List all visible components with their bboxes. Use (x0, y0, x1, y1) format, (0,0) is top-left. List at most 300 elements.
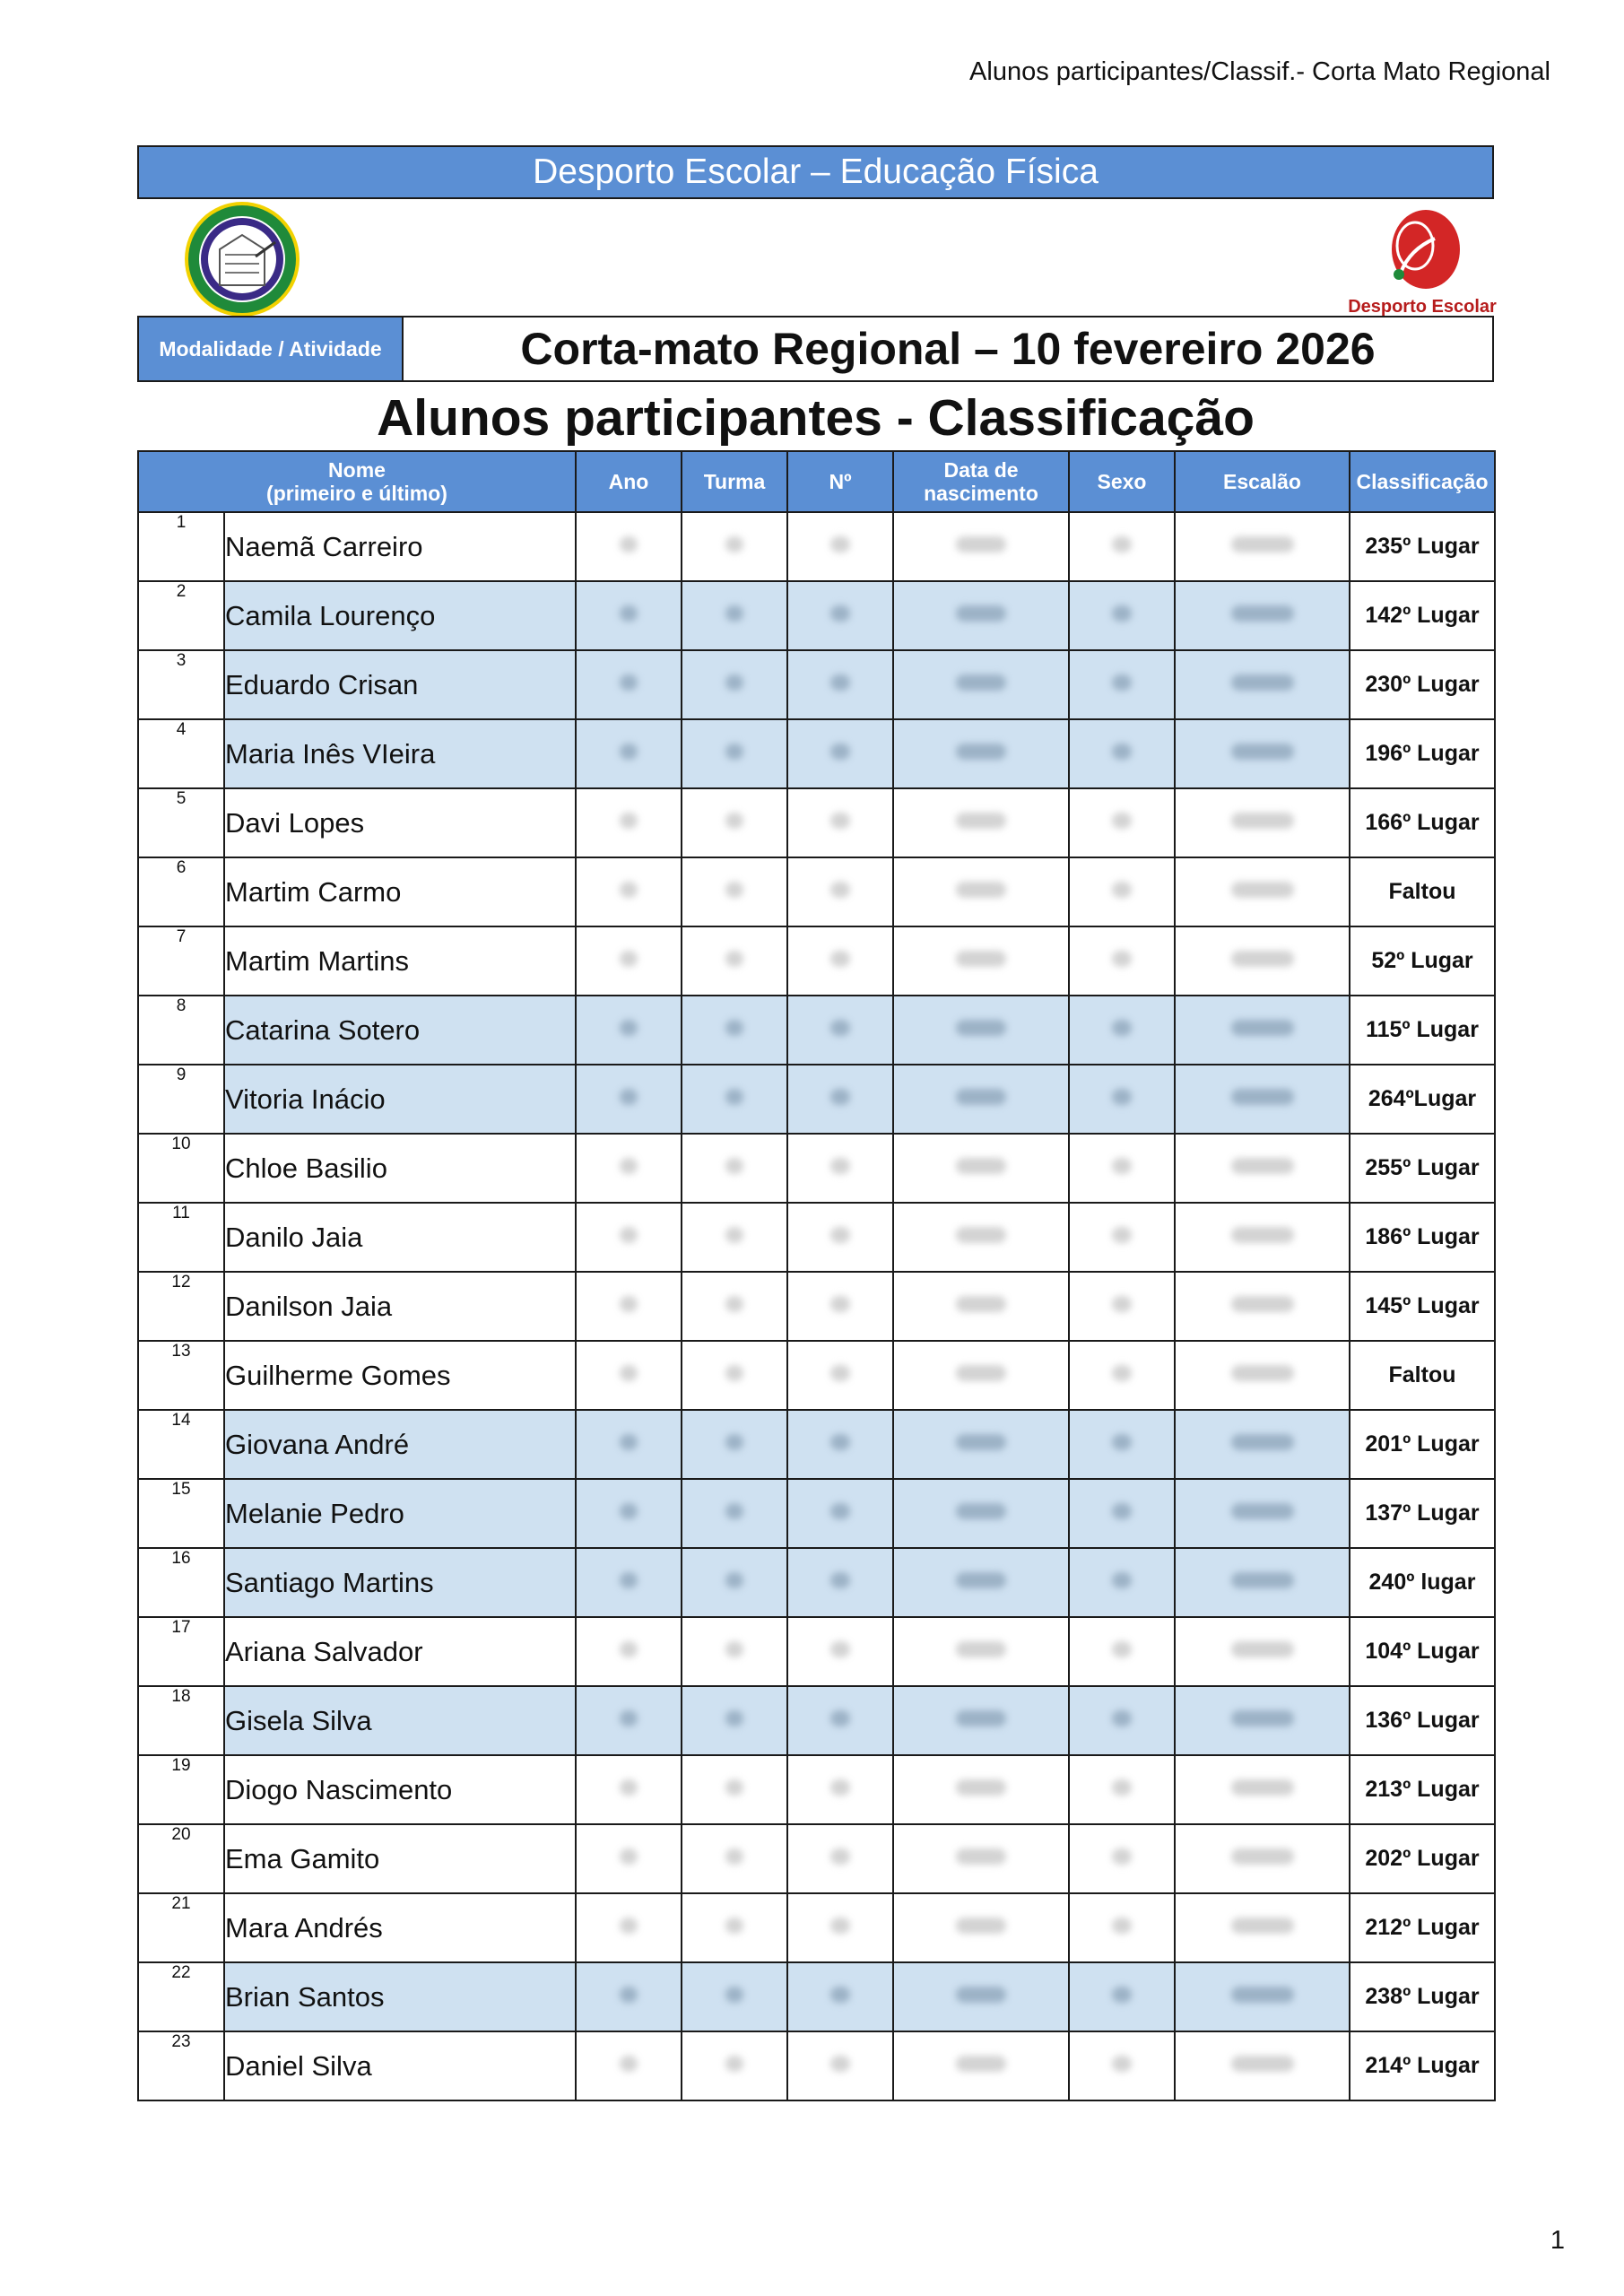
redacted-ano (576, 1272, 682, 1341)
blurred-value (830, 744, 850, 760)
student-name: Gisela Silva (224, 1686, 576, 1755)
redacted-numero (787, 650, 893, 719)
blurred-value (1231, 1158, 1294, 1174)
table-row (138, 650, 1495, 719)
participants-table (137, 450, 1496, 2101)
blurred-value (956, 1227, 1006, 1243)
blurred-value (725, 1296, 743, 1312)
page-title: Alunos participantes - Classificação (377, 389, 1255, 447)
blurred-value (956, 1987, 1006, 2003)
redacted-data-nascimento (893, 512, 1069, 581)
redacted-ano (576, 1134, 682, 1203)
blurred-value (830, 1020, 850, 1036)
col-numero: Nº (787, 451, 893, 512)
table-row (138, 996, 1495, 1065)
blurred-value (1112, 882, 1132, 898)
redacted-numero (787, 581, 893, 650)
redacted-sexo (1069, 1203, 1175, 1272)
redacted-escalao (1175, 512, 1350, 581)
redacted-numero (787, 2031, 893, 2100)
student-name: Eduardo Crisan (224, 650, 576, 719)
redacted-turma (682, 788, 787, 857)
redacted-numero (787, 719, 893, 788)
table-row (138, 857, 1495, 926)
redacted-turma (682, 996, 787, 1065)
row-number: 20 (138, 1824, 224, 1893)
classification: 212º Lugar (1350, 1893, 1495, 1962)
blurred-value (830, 2056, 850, 2072)
redacted-data-nascimento (893, 1824, 1069, 1893)
redacted-ano (576, 1410, 682, 1479)
redacted-data-nascimento (893, 1686, 1069, 1755)
table-row (138, 1065, 1495, 1134)
blurred-value (956, 1572, 1006, 1588)
blurred-value (725, 951, 743, 967)
blurred-value (1112, 1503, 1132, 1519)
redacted-numero (787, 1824, 893, 1893)
table-row (138, 581, 1495, 650)
blurred-value (956, 744, 1006, 760)
redacted-data-nascimento (893, 1755, 1069, 1824)
redacted-sexo (1069, 650, 1175, 719)
blurred-value (725, 1158, 743, 1174)
blurred-value (620, 1987, 638, 2003)
blurred-value (956, 1918, 1006, 1934)
redacted-numero (787, 1686, 893, 1755)
redacted-ano (576, 719, 682, 788)
redacted-ano (576, 857, 682, 926)
redacted-ano (576, 1548, 682, 1617)
blurred-value (956, 1434, 1006, 1450)
blurred-value (1112, 1089, 1132, 1105)
blurred-value (725, 1365, 743, 1381)
row-number: 10 (138, 1134, 224, 1203)
blurred-value (830, 1503, 850, 1519)
redacted-escalao (1175, 1410, 1350, 1479)
redacted-escalao (1175, 581, 1350, 650)
redacted-ano (576, 1203, 682, 1272)
blurred-value (620, 605, 638, 622)
student-name: Santiago Martins (224, 1548, 576, 1617)
blurred-value (620, 1641, 638, 1657)
banner-title: Desporto Escolar – Educação Física (137, 145, 1494, 199)
redacted-turma (682, 1962, 787, 2031)
page-number: 1 (1550, 2226, 1565, 2255)
table-row (138, 1893, 1495, 1962)
blurred-value (620, 536, 638, 552)
redacted-sexo (1069, 1065, 1175, 1134)
table-row (138, 719, 1495, 788)
blurred-value (830, 674, 850, 691)
blurred-value (956, 1158, 1006, 1174)
blurred-value (1231, 1020, 1294, 1036)
blurred-value (956, 951, 1006, 967)
redacted-sexo (1069, 1341, 1175, 1410)
blurred-value (1231, 674, 1294, 691)
redacted-sexo (1069, 1134, 1175, 1203)
student-name: Ariana Salvador (224, 1617, 576, 1686)
blurred-value (1112, 536, 1132, 552)
table-row (138, 1479, 1495, 1548)
row-number: 22 (138, 1962, 224, 2031)
classification: 235º Lugar (1350, 512, 1495, 581)
blurred-value (1231, 605, 1294, 622)
redacted-sexo (1069, 788, 1175, 857)
blurred-value (830, 1641, 850, 1657)
blurred-value (620, 813, 638, 829)
blurred-value (1112, 1296, 1132, 1312)
blurred-value (1112, 1434, 1132, 1450)
redacted-data-nascimento (893, 996, 1069, 1065)
blurred-value (956, 882, 1006, 898)
blurred-value (956, 813, 1006, 829)
blurred-value (1112, 1710, 1132, 1726)
table-row (138, 2031, 1495, 2100)
classification: 240º lugar (1350, 1548, 1495, 1617)
blurred-value (725, 1641, 743, 1657)
redacted-ano (576, 512, 682, 581)
redacted-numero (787, 857, 893, 926)
blurred-value (956, 1020, 1006, 1036)
redacted-numero (787, 1065, 893, 1134)
row-number: 1 (138, 512, 224, 581)
redacted-data-nascimento (893, 1272, 1069, 1341)
classification: 142º Lugar (1350, 581, 1495, 650)
col-data-line1: Data de (943, 458, 1019, 482)
blurred-value (620, 1089, 638, 1105)
blurred-value (830, 536, 850, 552)
classification: 230º Lugar (1350, 650, 1495, 719)
blurred-value (1112, 1572, 1132, 1588)
redacted-escalao (1175, 1341, 1350, 1410)
blurred-value (620, 1710, 638, 1726)
school-logo (182, 199, 302, 319)
redacted-escalao (1175, 1548, 1350, 1617)
row-number: 17 (138, 1617, 224, 1686)
redacted-numero (787, 1548, 893, 1617)
col-sexo: Sexo (1069, 451, 1175, 512)
blurred-value (830, 1572, 850, 1588)
redacted-sexo (1069, 1755, 1175, 1824)
blurred-value (620, 1227, 638, 1243)
redacted-numero (787, 1272, 893, 1341)
redacted-sexo (1069, 1617, 1175, 1686)
table-header-row (138, 451, 1495, 512)
student-name: Martim Martins (224, 926, 576, 996)
blurred-value (830, 951, 850, 967)
redacted-escalao (1175, 926, 1350, 996)
blurred-value (830, 605, 850, 622)
blurred-value (620, 1918, 638, 1934)
redacted-sexo (1069, 857, 1175, 926)
blurred-value (620, 674, 638, 691)
blurred-value (725, 1503, 743, 1519)
student-name: Brian Santos (224, 1962, 576, 2031)
blurred-value (956, 1848, 1006, 1865)
blurred-value (1112, 1987, 1132, 2003)
classification: 186º Lugar (1350, 1203, 1495, 1272)
classification: Faltou (1350, 857, 1495, 926)
blurred-value (1112, 1779, 1132, 1796)
classification: 255º Lugar (1350, 1134, 1495, 1203)
redacted-escalao (1175, 1065, 1350, 1134)
redacted-numero (787, 1203, 893, 1272)
redacted-numero (787, 788, 893, 857)
redacted-turma (682, 857, 787, 926)
redacted-ano (576, 1479, 682, 1548)
classification: 52º Lugar (1350, 926, 1495, 996)
redacted-data-nascimento (893, 788, 1069, 857)
classification: 196º Lugar (1350, 719, 1495, 788)
blurred-value (830, 813, 850, 829)
redacted-escalao (1175, 719, 1350, 788)
redacted-numero (787, 1410, 893, 1479)
redacted-ano (576, 1686, 682, 1755)
redacted-sexo (1069, 2031, 1175, 2100)
redacted-turma (682, 512, 787, 581)
redacted-ano (576, 996, 682, 1065)
table-row (138, 1548, 1495, 1617)
redacted-data-nascimento (893, 581, 1069, 650)
blurred-value (725, 1710, 743, 1726)
redacted-turma (682, 1755, 787, 1824)
student-name: Naemã Carreiro (224, 512, 576, 581)
redacted-data-nascimento (893, 1617, 1069, 1686)
blurred-value (1112, 1158, 1132, 1174)
redacted-turma (682, 1134, 787, 1203)
blurred-value (1112, 1848, 1132, 1865)
blurred-value (956, 1503, 1006, 1519)
redacted-numero (787, 512, 893, 581)
student-name: Danilo Jaia (224, 1203, 576, 1272)
blurred-value (956, 1089, 1006, 1105)
blurred-value (830, 1710, 850, 1726)
row-number: 5 (138, 788, 224, 857)
redacted-escalao (1175, 1962, 1350, 2031)
classification: 201º Lugar (1350, 1410, 1495, 1479)
logo-caption: Desporto Escolar (1348, 297, 1497, 317)
redacted-turma (682, 1410, 787, 1479)
blurred-value (620, 1296, 638, 1312)
classification: 213º Lugar (1350, 1755, 1495, 1824)
classification: 115º Lugar (1350, 996, 1495, 1065)
blurred-value (725, 813, 743, 829)
blurred-value (725, 674, 743, 691)
redacted-turma (682, 2031, 787, 2100)
redacted-escalao (1175, 1824, 1350, 1893)
table-row (138, 1686, 1495, 1755)
table-row (138, 1134, 1495, 1203)
row-number: 12 (138, 1272, 224, 1341)
blurred-value (830, 1918, 850, 1934)
table-row (138, 1824, 1495, 1893)
redacted-turma (682, 1479, 787, 1548)
redacted-sexo (1069, 581, 1175, 650)
redacted-turma (682, 1893, 787, 1962)
redacted-escalao (1175, 996, 1350, 1065)
row-number: 14 (138, 1410, 224, 1479)
redacted-data-nascimento (893, 926, 1069, 996)
blurred-value (830, 1987, 850, 2003)
row-number: 2 (138, 581, 224, 650)
blurred-value (830, 1434, 850, 1450)
student-name: Daniel Silva (224, 2031, 576, 2100)
table-row (138, 926, 1495, 996)
blurred-value (956, 1365, 1006, 1381)
student-name: Camila Lourenço (224, 581, 576, 650)
blurred-value (1112, 674, 1132, 691)
blurred-value (1231, 1710, 1294, 1726)
table-row (138, 1272, 1495, 1341)
col-escalao: Escalão (1175, 451, 1350, 512)
blurred-value (1112, 744, 1132, 760)
blurred-value (1231, 1641, 1294, 1657)
student-name: Catarina Sotero (224, 996, 576, 1065)
redacted-sexo (1069, 719, 1175, 788)
activity-row (137, 316, 1494, 382)
redacted-turma (682, 1065, 787, 1134)
blurred-value (620, 1779, 638, 1796)
blurred-value (1112, 2056, 1132, 2072)
blurred-value (725, 1020, 743, 1036)
blurred-value (1231, 1089, 1294, 1105)
table-row (138, 1341, 1495, 1410)
redacted-ano (576, 1341, 682, 1410)
blurred-value (1112, 1641, 1132, 1657)
redacted-turma (682, 650, 787, 719)
redacted-data-nascimento (893, 2031, 1069, 2100)
row-number: 16 (138, 1548, 224, 1617)
blurred-value (725, 1089, 743, 1105)
student-name: Diogo Nascimento (224, 1755, 576, 1824)
redacted-ano (576, 1824, 682, 1893)
redacted-data-nascimento (893, 1134, 1069, 1203)
redacted-sexo (1069, 1410, 1175, 1479)
blurred-value (1231, 1227, 1294, 1243)
redacted-ano (576, 788, 682, 857)
blurred-value (830, 1848, 850, 1865)
redacted-ano (576, 581, 682, 650)
row-number: 9 (138, 1065, 224, 1134)
student-name: Martim Carmo (224, 857, 576, 926)
blurred-value (1112, 951, 1132, 967)
blurred-value (620, 1434, 638, 1450)
redacted-escalao (1175, 1686, 1350, 1755)
redacted-ano (576, 1755, 682, 1824)
blurred-value (725, 1848, 743, 1865)
student-name: Chloe Basilio (224, 1134, 576, 1203)
blurred-value (1112, 1918, 1132, 1934)
blurred-value (956, 1779, 1006, 1796)
blurred-value (620, 951, 638, 967)
row-number: 21 (138, 1893, 224, 1962)
redacted-data-nascimento (893, 1548, 1069, 1617)
blurred-value (830, 1227, 850, 1243)
blurred-value (1112, 813, 1132, 829)
classification: 137º Lugar (1350, 1479, 1495, 1548)
redacted-data-nascimento (893, 1962, 1069, 2031)
redacted-data-nascimento (893, 650, 1069, 719)
redacted-numero (787, 1893, 893, 1962)
redacted-ano (576, 2031, 682, 2100)
blurred-value (1231, 1918, 1294, 1934)
col-data-line2: nascimento (924, 482, 1038, 505)
blurred-value (1231, 1779, 1294, 1796)
page-header-note: Alunos participantes/Classif.- Corta Mato Regional (969, 57, 1550, 86)
redacted-data-nascimento (893, 1065, 1069, 1134)
row-number: 15 (138, 1479, 224, 1548)
blurred-value (1112, 605, 1132, 622)
redacted-numero (787, 1134, 893, 1203)
blurred-value (1231, 1503, 1294, 1519)
redacted-sexo (1069, 996, 1175, 1065)
redacted-turma (682, 1272, 787, 1341)
blurred-value (620, 1365, 638, 1381)
blurred-value (725, 536, 743, 552)
blurred-value (725, 1572, 743, 1588)
blurred-value (620, 744, 638, 760)
table-row (138, 788, 1495, 857)
redacted-ano (576, 1893, 682, 1962)
blurred-value (725, 1434, 743, 1450)
blurred-value (1112, 1365, 1132, 1381)
blurred-value (725, 1987, 743, 2003)
student-name: Ema Gamito (224, 1824, 576, 1893)
blurred-value (725, 1779, 743, 1796)
blurred-value (1231, 2056, 1294, 2072)
redacted-data-nascimento (893, 1410, 1069, 1479)
table-row (138, 1203, 1495, 1272)
classification: 145º Lugar (1350, 1272, 1495, 1341)
col-classificacao: Classificação (1350, 451, 1495, 512)
classification: 238º Lugar (1350, 1962, 1495, 2031)
row-number: 11 (138, 1203, 224, 1272)
blurred-value (725, 605, 743, 622)
redacted-data-nascimento (893, 719, 1069, 788)
blurred-value (956, 674, 1006, 691)
blurred-value (830, 1365, 850, 1381)
redacted-sexo (1069, 1962, 1175, 2031)
redacted-data-nascimento (893, 1479, 1069, 1548)
redacted-data-nascimento (893, 1203, 1069, 1272)
redacted-turma (682, 1548, 787, 1617)
blurred-value (1231, 1296, 1294, 1312)
redacted-turma (682, 1686, 787, 1755)
redacted-data-nascimento (893, 1893, 1069, 1962)
redacted-sexo (1069, 512, 1175, 581)
redacted-turma (682, 1617, 787, 1686)
blurred-value (830, 1158, 850, 1174)
redacted-escalao (1175, 788, 1350, 857)
col-nome (138, 451, 576, 512)
student-name: Danilson Jaia (224, 1272, 576, 1341)
blurred-value (830, 882, 850, 898)
redacted-ano (576, 1962, 682, 2031)
redacted-sexo (1069, 1272, 1175, 1341)
redacted-turma (682, 1203, 787, 1272)
blurred-value (725, 1918, 743, 1934)
blurred-value (620, 1503, 638, 1519)
redacted-escalao (1175, 1755, 1350, 1824)
blurred-value (620, 1020, 638, 1036)
blurred-value (1231, 882, 1294, 898)
redacted-ano (576, 650, 682, 719)
blurred-value (725, 744, 743, 760)
blurred-value (830, 1296, 850, 1312)
blurred-value (1231, 1848, 1294, 1865)
redacted-numero (787, 926, 893, 996)
blurred-value (1112, 1227, 1132, 1243)
